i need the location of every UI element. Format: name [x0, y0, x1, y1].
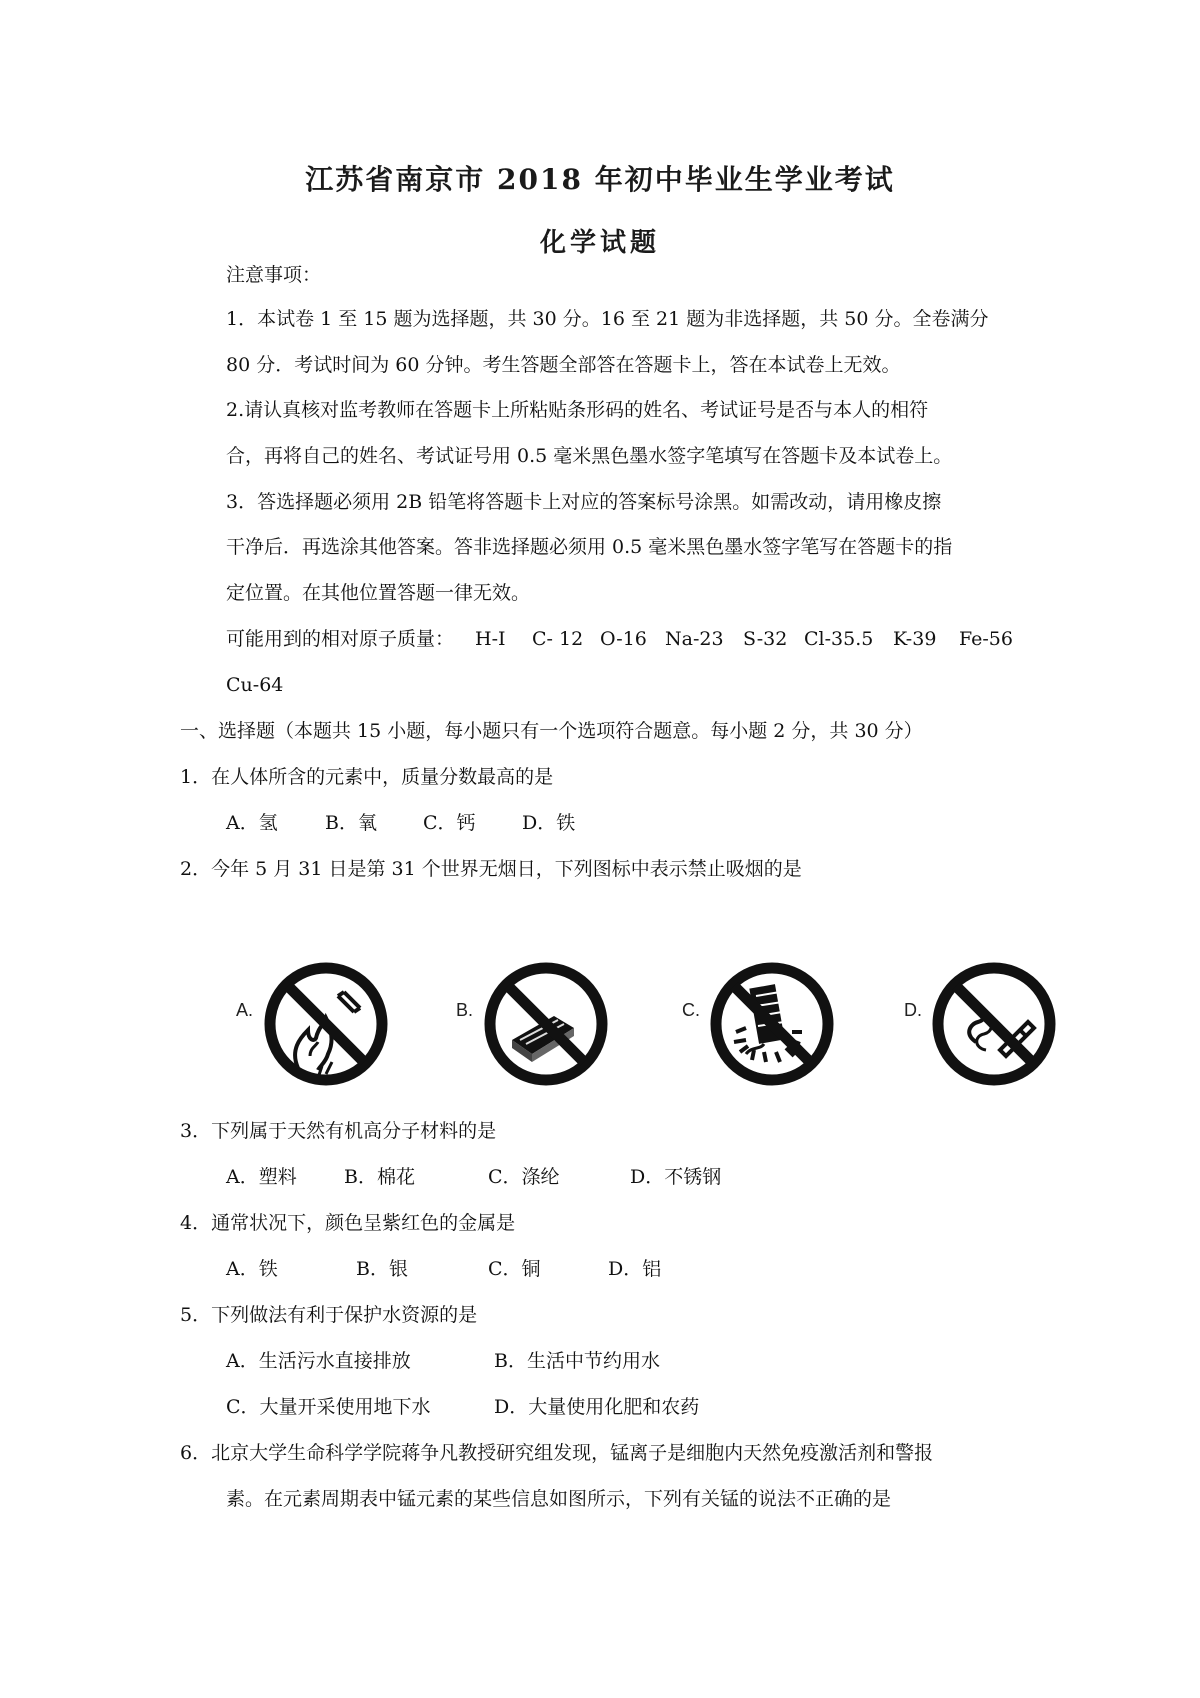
option-c: C．铜: [488, 1258, 541, 1280]
notes-line: 干净后．再选涂其他答案。答非选择题必须用 0.5 毫米黑色墨水签字笔写在答题卡的指: [226, 536, 953, 558]
option-a: A．铁: [226, 1258, 278, 1280]
notes-line: 1．本试卷 1 至 15 题为选择题，共 30 分。16 至 21 题为非选择题，共 50 分。全卷满分: [226, 308, 989, 330]
sign-label-d: D.: [904, 1000, 922, 1020]
question-stem-continued: 素。在元素周期表中锰元素的某些信息如图所示，下列有关锰的说法不正确的是: [226, 1488, 892, 1510]
option-b: B．棉花: [344, 1166, 415, 1188]
atomic-mass-C: C- 12: [532, 628, 584, 650]
section-heading: 一、选择题（本题共 15 小题，每小题只有一个选项符合题意。每小题 2 分，共 30 分）: [180, 720, 923, 742]
question-stem: 2．今年 5 月 31 日是第 31 个世界无烟日，下列图标中表示禁止吸烟的是: [180, 858, 802, 880]
option-d: D．不锈钢: [630, 1166, 722, 1188]
notes-line: 80 分．考试时间为 60 分钟。考生答题全部答在答题卡上，答在本试卷上无效。: [226, 354, 901, 376]
question-stem: 1．在人体所含的元素中，质量分数最高的是: [180, 766, 554, 788]
notes-line: 合，再将自己的姓名、考试证号用 0.5 毫米黑色墨水签字笔填写在答题卡及本试卷上。: [226, 445, 953, 467]
question-stem: 5．下列做法有利于保护水资源的是: [180, 1304, 478, 1326]
option-c: C．涤纶: [488, 1166, 560, 1188]
no-explosives-sign-icon: [480, 958, 612, 1090]
atomic-mass-S: S-32: [743, 628, 788, 650]
notes-heading: 注意事项：: [226, 264, 322, 286]
option-a: A．生活污水直接排放: [226, 1350, 411, 1372]
no-smoking-sign-icon: [928, 958, 1060, 1090]
option-b: B．银: [356, 1258, 408, 1280]
atomic-mass-H: H-I: [475, 628, 506, 650]
option-d: D．大量使用化肥和农药: [494, 1396, 700, 1418]
atomic-mass-K: K-39: [893, 628, 937, 650]
atomic-mass-Fe: Fe-56: [959, 628, 1013, 650]
atomic-mass-O: O-16: [600, 628, 647, 650]
atomic-mass-Cu: Cu-64: [226, 674, 284, 696]
atomic-mass-label: 可能用到的相对原子质量：: [226, 628, 455, 650]
atomic-mass-Cl: Cl-35.5: [804, 628, 874, 650]
question-stem: 4．通常状况下，颜色呈紫红色的金属是: [180, 1212, 516, 1234]
atomic-mass-Na: Na-23: [665, 628, 724, 650]
option-b: B．氧: [325, 812, 377, 834]
no-firecrackers-sign-icon: [706, 958, 838, 1090]
option-a: A．氢: [226, 812, 278, 834]
option-a: A．塑料: [226, 1166, 297, 1188]
sign-label-c: C.: [682, 1000, 700, 1020]
question-stem: 6．北京大学生命科学学院蒋争凡教授研究组发现，锰离子是细胞内天然免疫激活剂和警报: [180, 1442, 934, 1464]
option-d: D．铝: [608, 1258, 662, 1280]
sign-label-b: B.: [456, 1000, 474, 1020]
notes-line: 2.请认真核对监考教师在答题卡上所粘贴条形码的姓名、考试证号是否与本人的相符: [226, 399, 929, 421]
notes-line: 3．答选择题必须用 2B 铅笔将答题卡上对应的答案标号涂黑。如需改动，请用橡皮擦: [226, 491, 942, 513]
no-fire-sign-icon: [260, 958, 392, 1090]
exam-title: 江苏省南京市 2018 年初中毕业生学业考试: [305, 163, 895, 196]
question-stem: 3．下列属于天然有机高分子材料的是: [180, 1120, 497, 1142]
option-b: B．生活中节约用水: [494, 1350, 660, 1372]
exam-subtitle: 化学试题: [539, 228, 660, 258]
option-c: C．钙: [423, 812, 476, 834]
sign-label-a: A.: [236, 1000, 254, 1020]
notes-line: 定位置。在其他位置答题一律无效。: [226, 582, 531, 604]
option-c: C．大量开采使用地下水: [226, 1396, 431, 1418]
option-d: D．铁: [522, 812, 576, 834]
